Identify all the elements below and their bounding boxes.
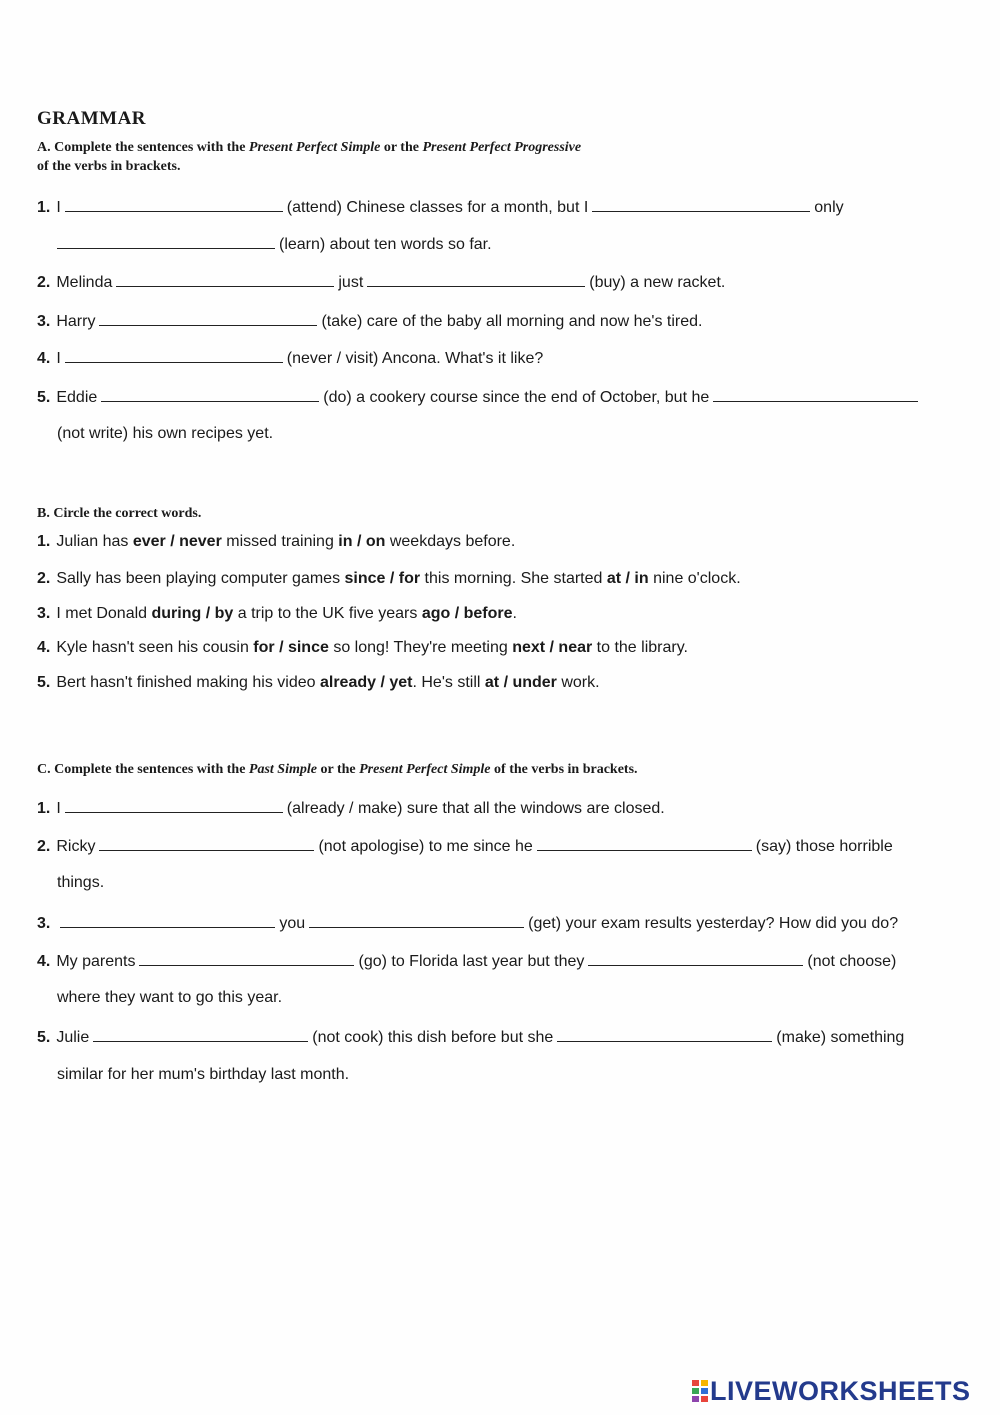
liveworksheets-logo: LIVEWORKSHEETS [692, 1376, 971, 1407]
answer-blank[interactable] [537, 836, 752, 851]
answer-blank[interactable] [139, 951, 354, 966]
answer-blank[interactable] [57, 234, 275, 249]
answer-blank[interactable] [99, 836, 314, 851]
answer-blank[interactable] [116, 272, 334, 287]
answer-blank[interactable] [65, 348, 283, 363]
section-b-q2: 2. Sally has been playing computer games since / for this morning. She started at / in nine o'clock. [37, 570, 741, 587]
choice-option[interactable]: ago / before [421, 605, 513, 622]
section-c-q2-cont: things. [57, 874, 105, 891]
answer-blank[interactable] [557, 1027, 772, 1042]
section-a-q3: 3. Harry (take) care of the baby all morning and now he's tired. [37, 313, 703, 330]
answer-blank[interactable] [99, 311, 317, 326]
answer-blank[interactable] [93, 1027, 308, 1042]
section-a-q1-cont: (learn) about ten words so far. [57, 234, 492, 254]
section-c-instruction: C. Complete the sentences with the Past Simple or the Present Perfect Simple of the verbs in brackets. [37, 762, 638, 777]
section-c-q4-cont: where they want to go this year. [57, 989, 283, 1006]
choice-option[interactable]: at / in [606, 570, 649, 587]
answer-blank[interactable] [101, 387, 319, 402]
section-b-q4: 4. Kyle hasn't seen his cousin for / since so long! They're meeting next / near to the library. [37, 639, 688, 656]
choice-option[interactable]: since / for [344, 570, 421, 587]
answer-blank[interactable] [65, 197, 283, 212]
section-c-q1: 1. I (already / make) sure that all the windows are closed. [37, 800, 665, 817]
answer-blank[interactable] [713, 387, 918, 402]
liveworksheets-logo-icon [692, 1379, 708, 1403]
section-a-q4: 4. I (never / visit) Ancona. What's it like? [37, 350, 544, 367]
choice-option[interactable]: next / near [512, 639, 593, 656]
answer-blank[interactable] [309, 913, 524, 928]
choice-option[interactable]: at / under [484, 674, 557, 691]
answer-blank[interactable] [592, 197, 810, 212]
choice-option[interactable]: for / since [253, 639, 329, 656]
answer-blank[interactable] [367, 272, 585, 287]
page-title: GRAMMAR [37, 108, 147, 129]
choice-option[interactable]: in / on [338, 533, 386, 550]
section-a-q5-cont: (not write) his own recipes yet. [57, 425, 274, 442]
section-b-q5: 5. Bert hasn't finished making his video already / yet. He's still at / under work. [37, 674, 600, 691]
section-b-instruction: B. Circle the correct words. [37, 506, 202, 521]
section-a-q1: 1. I (attend) Chinese classes for a month, but I only [37, 199, 844, 216]
section-c-q2: 2. Ricky (not apologise) to me since he (say) those horrible [37, 838, 893, 855]
section-b-q3: 3. I met Donald during / by a trip to the UK five years ago / before. [37, 605, 517, 622]
choice-option[interactable]: ever / never [132, 533, 222, 550]
section-c-q5: 5. Julie (not cook) this dish before but she (make) something [37, 1029, 905, 1046]
answer-blank[interactable] [60, 913, 275, 928]
section-b-q1: 1. Julian has ever / never missed training in / on weekdays before. [37, 533, 516, 550]
section-c-q4: 4. My parents (go) to Florida last year but they (not choose) [37, 953, 897, 970]
choice-option[interactable]: already / yet [319, 674, 413, 691]
choice-option[interactable]: during / by [151, 605, 234, 622]
answer-blank[interactable] [588, 951, 803, 966]
section-c-q5-cont: similar for her mum's birthday last month. [57, 1066, 350, 1083]
section-c-q3: 3. you (get) your exam results yesterday? How did you do? [37, 915, 899, 932]
section-a-instruction: A. Complete the sentences with the Present Perfect Simple or the Present Perfect Progressive of the verbs in brackets. [37, 140, 582, 174]
section-a-q5: 5. Eddie (do) a cookery course since the end of October, but he [37, 387, 922, 407]
answer-blank[interactable] [65, 798, 283, 813]
section-a-q2: 2. Melinda just (buy) a new racket. [37, 274, 726, 291]
